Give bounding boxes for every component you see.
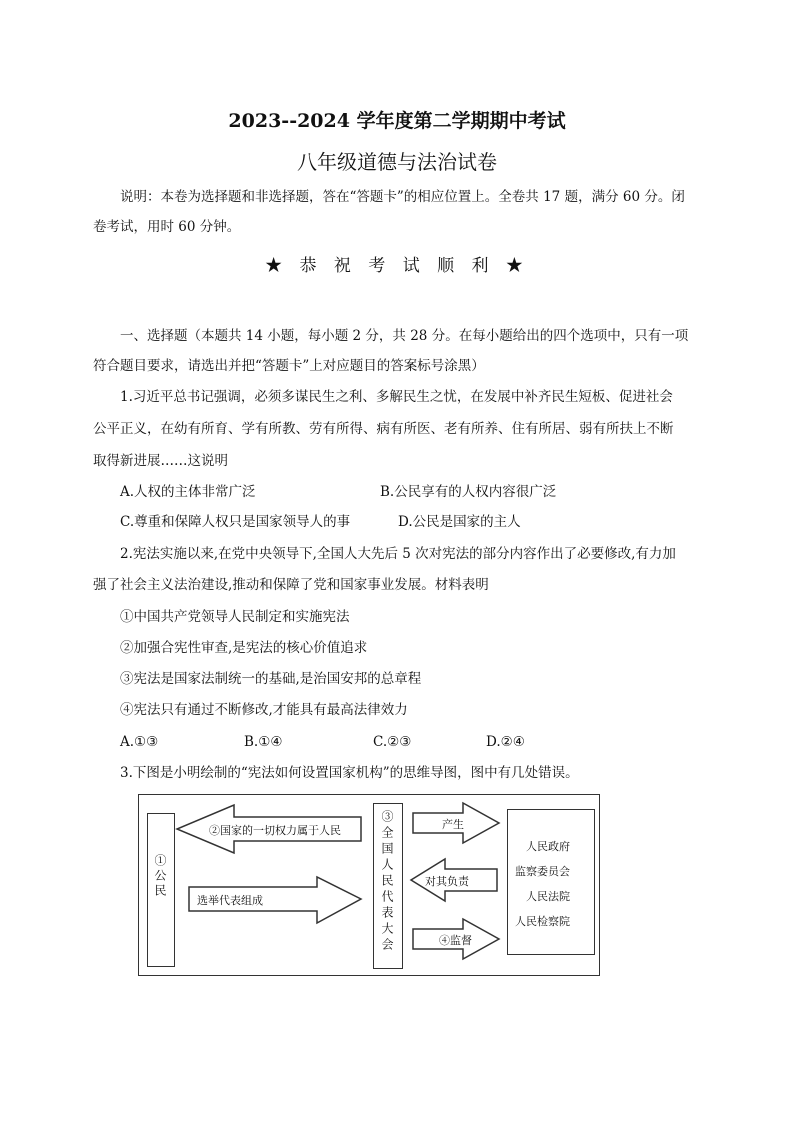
produce-arrow-label: 产生 — [442, 818, 464, 831]
q2-statement-3: ③宪法是国家法制统一的基础,是治国安邦的总章程 — [120, 671, 422, 687]
q1-option-b: B.公民享有的人权内容很广泛 — [380, 484, 557, 500]
exam-title: 2023--2024 学年度第二学期期中考试 — [228, 110, 566, 132]
q2-stem-line-2: 强了社会主义法治建设,推动和保障了党和国家事业发展。材料表明 — [93, 577, 489, 593]
q2-stem-line-1: 2.宪法实施以来,在党中央领导下,全国人大先后 5 次对宪法的部分内容作出了必要修改,有力加 — [120, 546, 676, 562]
q1-stem-line-2: 公平正义，在幼有所育、学有所教、劳有所得、病有所医、老有所养、住有所居、弱有所扶上不断 — [93, 421, 674, 437]
q1-option-a: A.人权的主体非常广泛 — [120, 484, 256, 500]
mind-map-diagram — [138, 794, 600, 976]
q3-stem-line-1: 3.下图是小明绘制的“宪法如何设置国家机构”的思维导图，图中有几处错误。 — [120, 765, 579, 781]
citizen-label: ①公民 — [153, 854, 167, 899]
organ-procuratorate: 人民检察院 — [515, 915, 570, 928]
state-organs-box — [507, 809, 595, 955]
organ-government: 人民政府 — [526, 840, 570, 853]
instructions-line-2: 卷考试，用时 60 分钟。 — [93, 219, 241, 235]
q2-option-c: C.②③ — [373, 734, 412, 750]
npc-box — [373, 803, 403, 969]
q2-option-b: B.①④ — [244, 734, 283, 750]
q1-option-c: C.尊重和保障人权只是国家领导人的事 — [120, 514, 351, 530]
blessing-line: ★ 恭 祝 考 试 顺 利 ★ — [265, 256, 529, 276]
citizen-box — [147, 813, 175, 967]
exam-subtitle: 八年级道德与法治试卷 — [297, 150, 497, 174]
elect-arrow-label: 选举代表组成 — [197, 894, 263, 907]
power-arrow-label: ②国家的一切权力属于人民 — [209, 824, 341, 837]
q2-statement-1: ①中国共产党领导人民制定和实施宪法 — [120, 609, 350, 625]
q2-statement-2: ②加强合宪性审查,是宪法的核心价值追求 — [120, 640, 368, 656]
q2-option-d: D.②④ — [486, 734, 525, 750]
q2-option-a: A.①③ — [120, 734, 159, 750]
instructions-line-1: 说明：本卷为选择题和非选择题，答在“答题卡”的相应位置上。全卷共 17 题，满分 60 分。闭 — [120, 189, 685, 205]
npc-label: ③全国人民代表大会 — [380, 810, 394, 954]
organ-court: 人民法院 — [526, 890, 570, 903]
responsible-arrow-label: 对其负责 — [425, 875, 469, 888]
section-intro-line-1: 一、选择题（本题共 14 小题，每小题 2 分，共 28 分。在每小题给出的四个选项中，只有一项 — [120, 328, 689, 344]
q1-stem-line-3: 取得新进展……这说明 — [93, 453, 228, 469]
q1-stem-line-1: 1.习近平总书记强调，必须多谋民生之利、多解民生之忧，在发展中补齐民生短板、促进社会 — [120, 389, 673, 405]
supervise-arrow-label: ④监督 — [439, 934, 472, 947]
q2-statement-4: ④宪法只有通过不断修改,才能具有最高法律效力 — [120, 702, 408, 718]
organ-supervisory-commission: 监察委员会 — [515, 865, 570, 878]
q1-option-d: D.公民是国家的主人 — [398, 514, 521, 530]
section-intro-line-2: 符合题目要求，请选出并把“答题卡”上对应题目的答案标号涂黑） — [93, 358, 485, 374]
